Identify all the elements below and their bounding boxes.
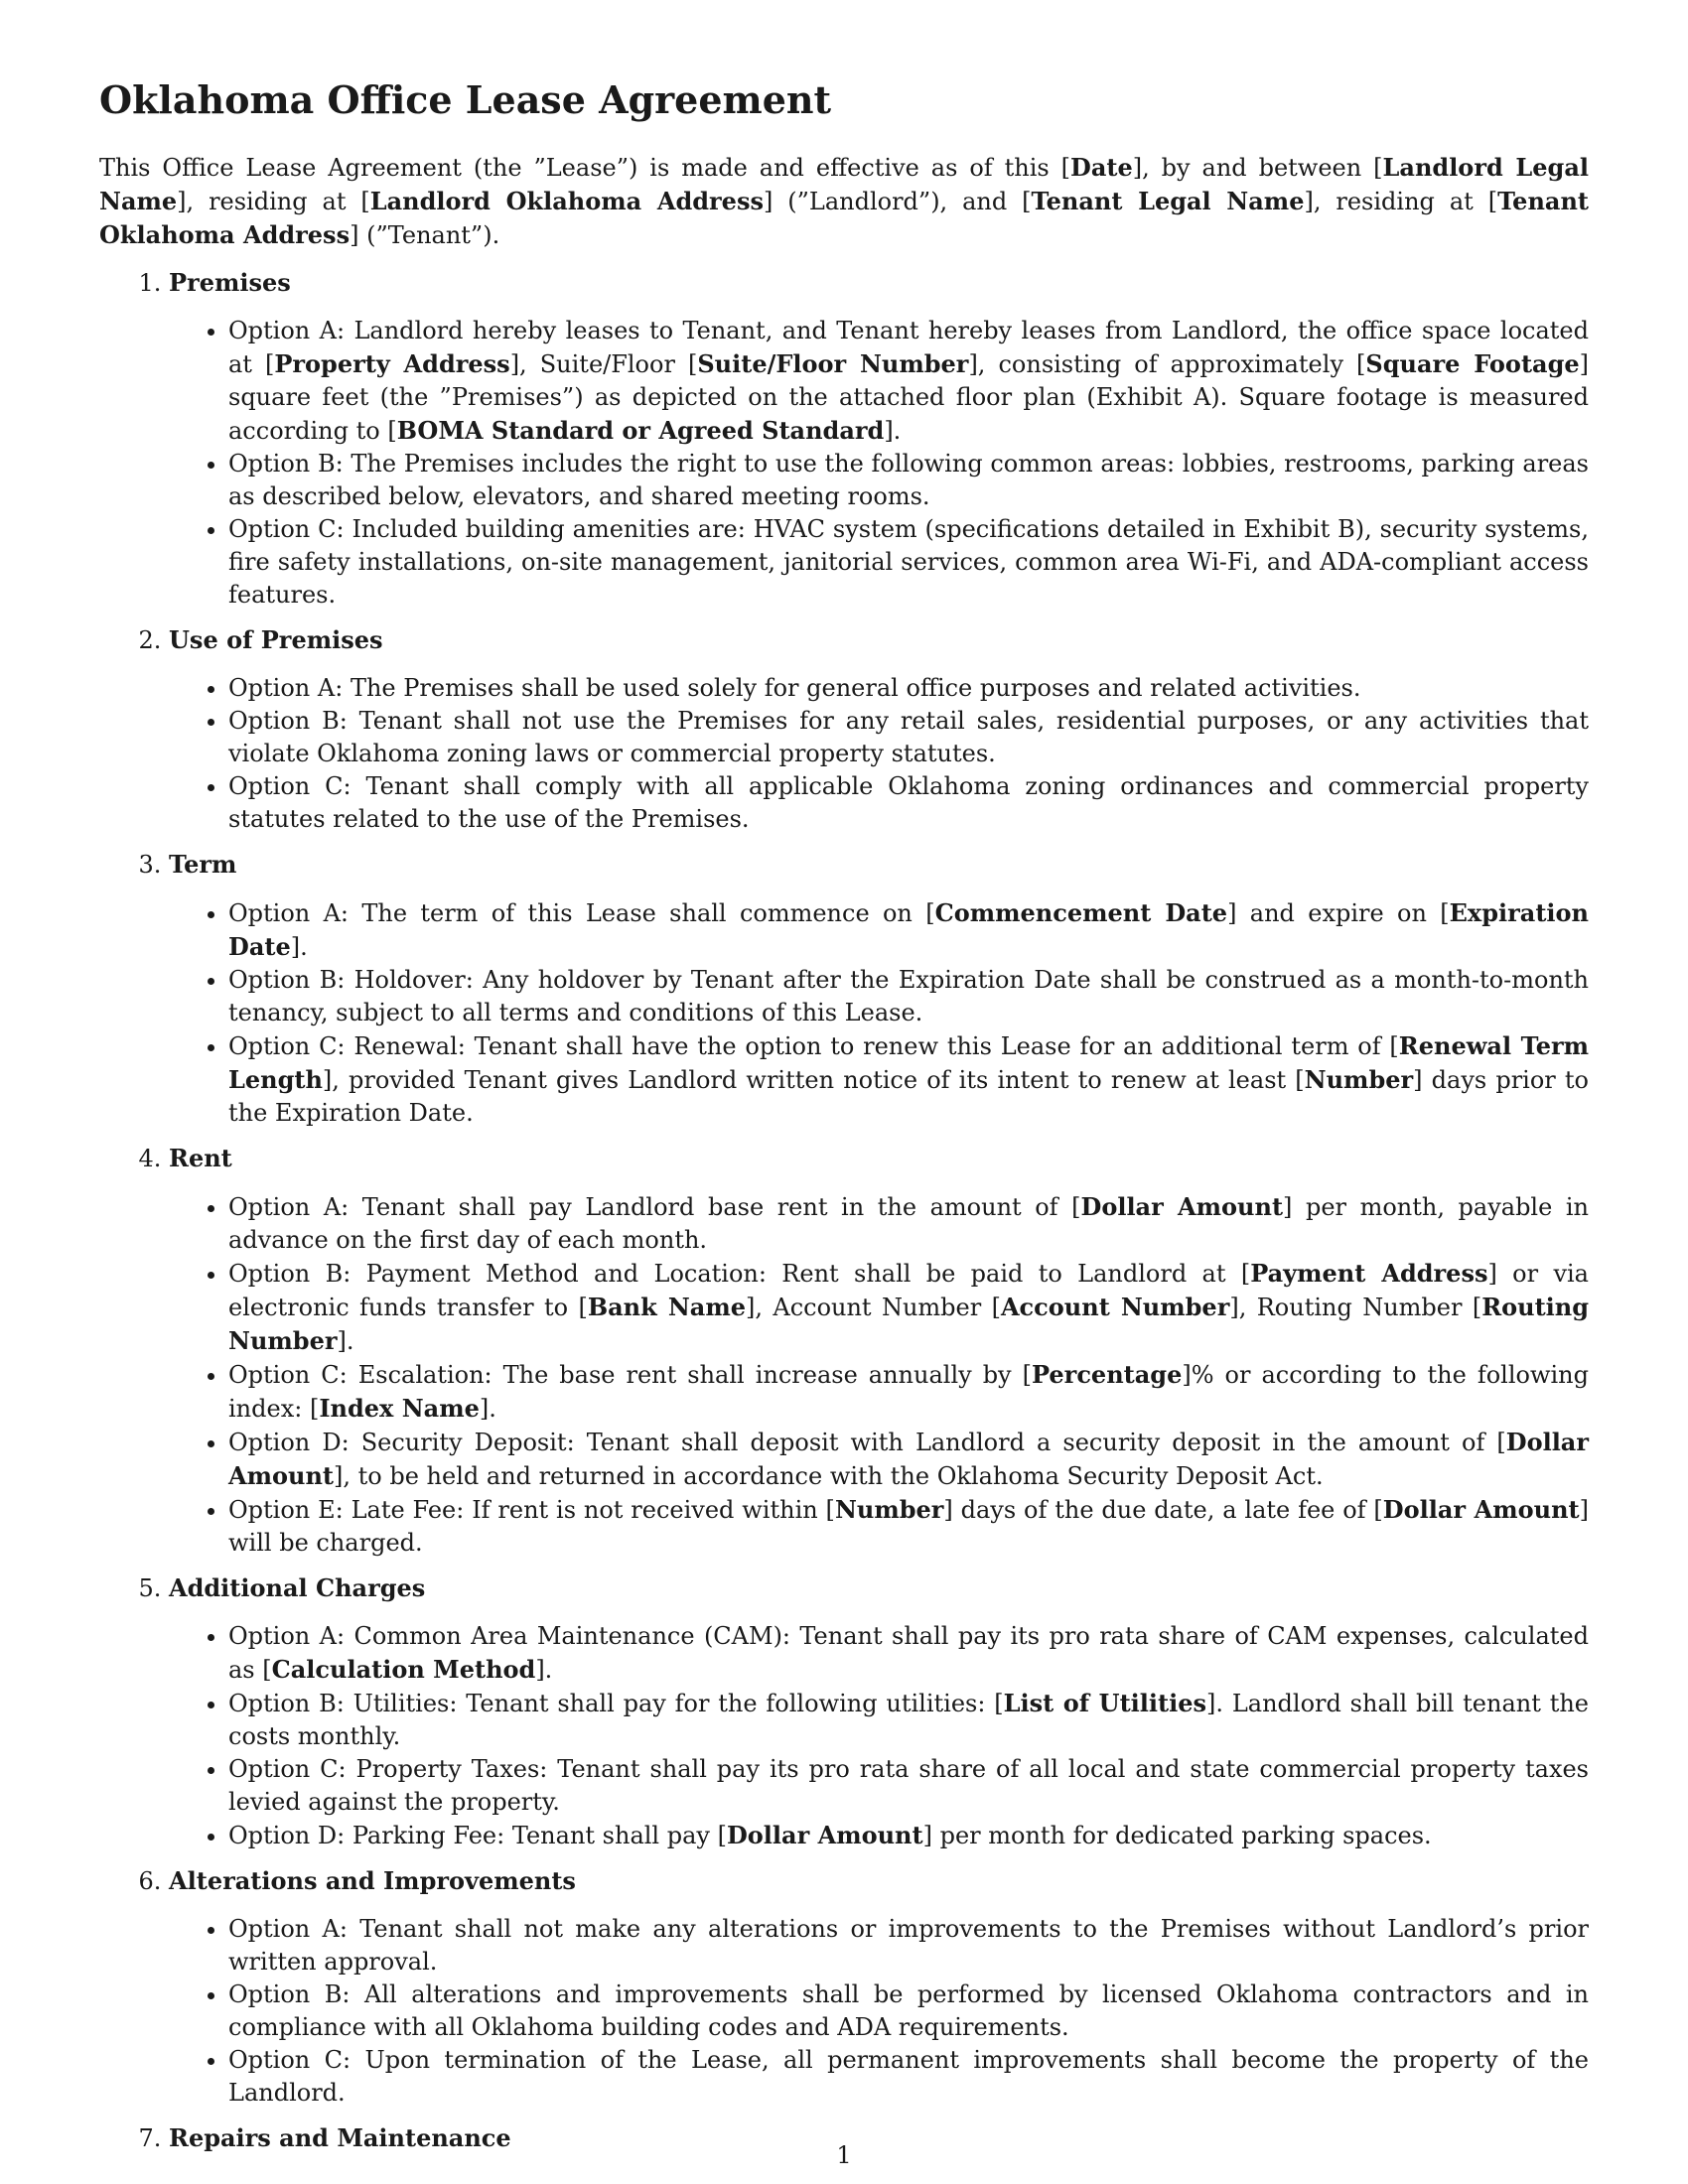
text-run: Option A: The Premises shall be used solely for general office purposes and related activities. (228, 673, 1361, 702)
text-run: ], Account Number [ (746, 1293, 1001, 1321)
text-run: ], Suite/Floor [ (509, 349, 698, 378)
text-run: Option B: The Premises includes the right to use the following common areas: lobbies, restrooms, parking areas as described below, elevators, and shared meeting rooms. (228, 449, 1589, 510)
option-item (228, 770, 1589, 836)
option-item (228, 1257, 1589, 1358)
option-item (228, 1913, 1589, 1979)
placeholder-field: Suite/Floor Number (697, 348, 969, 378)
text-run: ], residing at [ (177, 187, 370, 215)
placeholder-field: Landlord Legal Name (99, 152, 1589, 215)
text-run: Option C: Renewal: Tenant shall have the option to renew this Lease for an additional term of [ (228, 1031, 1399, 1060)
option-list (169, 1913, 1589, 2110)
text-run: Option C: Property Taxes: Tenant shall pay its pro rata share of all local and state commercial property taxes levied against the property. (228, 1754, 1589, 1816)
text-run: ]. (884, 416, 902, 445)
text-run: Option C: Escalation: The base rent shall increase annually by [ (228, 1360, 1032, 1389)
section-list (99, 266, 1589, 2154)
option-item (228, 964, 1589, 1029)
placeholder-field: Property Address (274, 348, 510, 378)
text-run: Option C: Upon termination of the Lease, all permanent improvements shall become the property of the Landlord. (228, 2045, 1589, 2107)
option-item (228, 1979, 1589, 2044)
text-run: ] (”Landlord”), and [ (763, 187, 1032, 215)
placeholder-field: Dollar Amount (228, 1427, 1589, 1490)
placeholder-field: Commencement Date (934, 897, 1228, 927)
placeholder-field: Landlord Oklahoma Address (369, 186, 764, 215)
text-run: Option D: Security Deposit: Tenant shall deposit with Landlord a security deposit in the amount of [ (228, 1428, 1506, 1456)
option-item (228, 1819, 1589, 1852)
text-run: Option C: Tenant shall comply with all applicable Oklahoma zoning ordinances and commercial property statutes related to the use of the Premises. (228, 771, 1589, 833)
placeholder-field: Date (1070, 152, 1133, 182)
section-title: 1. Premises (169, 267, 291, 297)
section-title: 7. Repairs and Maintenance (169, 2122, 511, 2152)
text-run: ] square feet (the ”Premises”) as depicted on the attached floor plan (Exhibit A). Square footage is measured according to [ (228, 349, 1590, 445)
text-run: ] will be charged. (228, 1495, 1589, 1557)
section-title: 3. Term (169, 849, 237, 879)
text-run: ] days of the due date, a late fee of [ (943, 1495, 1383, 1524)
option-item (228, 1190, 1589, 1257)
option-item (228, 1426, 1589, 1493)
text-run: Option A: Common Area Maintenance (CAM): Tenant shall pay its pro rata share of CAM expenses, calculated as [ (228, 1621, 1589, 1684)
text-run: ] or via electronic funds transfer to [ (228, 1259, 1589, 1321)
option-item (228, 1358, 1589, 1426)
placeholder-field: Renewal Term Length (228, 1030, 1590, 1094)
placeholder-field: Number (834, 1494, 944, 1524)
option-list (169, 896, 1589, 1130)
text-run: Option B: Utilities: Tenant shall pay for the following utilities: [ (228, 1689, 1004, 1717)
text-run: ]. (535, 1655, 553, 1684)
document-page (99, 77, 1589, 2170)
placeholder-field: Calculation Method (271, 1654, 536, 1684)
placeholder-field: Expiration Date (228, 897, 1589, 961)
option-list (169, 1190, 1589, 1560)
placeholder-field: Square Footage (1365, 348, 1580, 378)
text-run: This Office Lease Agreement (the ”Lease”) is made and effective as of this [ (99, 153, 1071, 182)
placeholder-field: Tenant Oklahoma Address (99, 186, 1589, 249)
text-run: ], provided Tenant gives Landlord written notice of its intent to renew at least [ (322, 1065, 1305, 1094)
section-item (169, 266, 1589, 612)
section-title: 4. Rent (169, 1143, 232, 1172)
page-number: 1 (836, 2141, 852, 2169)
text-run: ]. (290, 932, 308, 961)
option-list (169, 672, 1589, 836)
option-item (228, 1687, 1589, 1753)
text-run: ], by and between [ (1132, 153, 1383, 182)
text-run: ] days prior to the Expiration Date. (228, 1065, 1589, 1127)
placeholder-field: List of Utilities (1003, 1688, 1207, 1717)
option-item (228, 448, 1589, 513)
option-item (228, 315, 1589, 448)
section-title: 5. Additional Charges (169, 1572, 426, 1602)
option-item (228, 705, 1589, 770)
placeholder-field: Routing Number (228, 1292, 1590, 1355)
section-title: 2. Use of Premises (169, 624, 383, 654)
section-item (169, 1571, 1589, 1852)
text-run: Option A: Tenant shall pay Landlord base rent in the amount of [ (228, 1192, 1081, 1221)
text-run: ]% or according to the following index: [ (228, 1360, 1590, 1423)
section-item (169, 848, 1589, 1130)
placeholder-field: Dollar Amount (1080, 1191, 1284, 1221)
text-run: Option A: The term of this Lease shall commence on [ (228, 898, 935, 927)
placeholder-field: BOMA Standard or Agreed Standard (396, 415, 885, 445)
text-run: ] and expire on [ (1227, 898, 1450, 927)
text-run: ]. (479, 1394, 496, 1423)
text-run: ]. (337, 1326, 354, 1355)
placeholder-field: Number (1304, 1064, 1414, 1094)
text-run: ] per month for dedicated parking spaces. (922, 1821, 1432, 1849)
section-item (169, 1864, 1589, 2110)
section-title: 6. Alterations and Improvements (169, 1865, 576, 1895)
option-item (228, 513, 1589, 612)
text-run: Option B: Tenant shall not use the Premises for any retail sales, residential purposes, or any activities that violate Oklahoma zoning laws or commercial property statutes. (228, 706, 1589, 767)
text-run: Option B: Holdover: Any holdover by Tenant after the Expiration Date shall be construed as a month-to-month tenancy, subject to all terms and conditions of this Lease. (228, 965, 1589, 1026)
option-item (228, 1029, 1589, 1130)
placeholder-field: Percentage (1032, 1359, 1183, 1389)
placeholder-field: Bank Name (587, 1292, 746, 1321)
option-item (228, 1493, 1589, 1560)
text-run: ] per month, payable in advance on the first day of each month. (228, 1192, 1589, 1254)
option-list (169, 1620, 1589, 1852)
option-list (169, 315, 1589, 612)
placeholder-field: Account Number (1000, 1292, 1230, 1321)
text-run: Option B: Payment Method and Location: Rent shall be paid to Landlord at [ (228, 1259, 1251, 1288)
section-item (169, 1142, 1589, 1560)
text-run: Option A: Landlord hereby leases to Tenant, and Tenant hereby leases from Landlord, the office space located at [ (228, 316, 1589, 378)
text-run: ], residing at [ (1304, 187, 1498, 215)
document-title: Oklahoma Office Lease Agreement (99, 77, 832, 122)
intro-paragraph (99, 151, 1589, 252)
placeholder-field: Payment Address (1250, 1258, 1488, 1288)
placeholder-field: Index Name (319, 1393, 480, 1423)
placeholder-field: Dollar Amount (1382, 1494, 1580, 1524)
section-item (169, 623, 1589, 836)
option-item (228, 2044, 1589, 2110)
text-run: Option D: Parking Fee: Tenant shall pay [ (228, 1821, 727, 1849)
text-run: ], Routing Number [ (1229, 1293, 1482, 1321)
option-item (228, 1753, 1589, 1819)
text-run: ]. Landlord shall bill tenant the costs monthly. (228, 1689, 1589, 1750)
text-run: ], to be held and returned in accordance with the Oklahoma Security Deposit Act. (334, 1461, 1324, 1490)
text-run: Option C: Included building amenities are: HVAC system (specifications detailed in Exhibit B), security systems, fire safety installations, on-site management, janitorial services, common area Wi-Fi, and ADA-compliant access features. (228, 514, 1589, 609)
option-item (228, 1620, 1589, 1687)
option-item (228, 672, 1589, 705)
placeholder-field: Dollar Amount (726, 1820, 923, 1849)
text-run: Option B: All alterations and improvements shall be performed by licensed Oklahoma contractors and in compliance with all Oklahoma building codes and ADA requirements. (228, 1979, 1589, 2041)
text-run: ] (”Tenant”). (350, 220, 500, 249)
placeholder-field: Tenant Legal Name (1031, 186, 1305, 215)
text-run: Option A: Tenant shall not make any alterations or improvements to the Premises without Landlord’s prior written approval. (228, 1914, 1589, 1976)
text-run: Option E: Late Fee: If rent is not received within [ (228, 1495, 835, 1524)
text-run: ], consisting of approximately [ (968, 349, 1366, 378)
option-item (228, 896, 1589, 964)
